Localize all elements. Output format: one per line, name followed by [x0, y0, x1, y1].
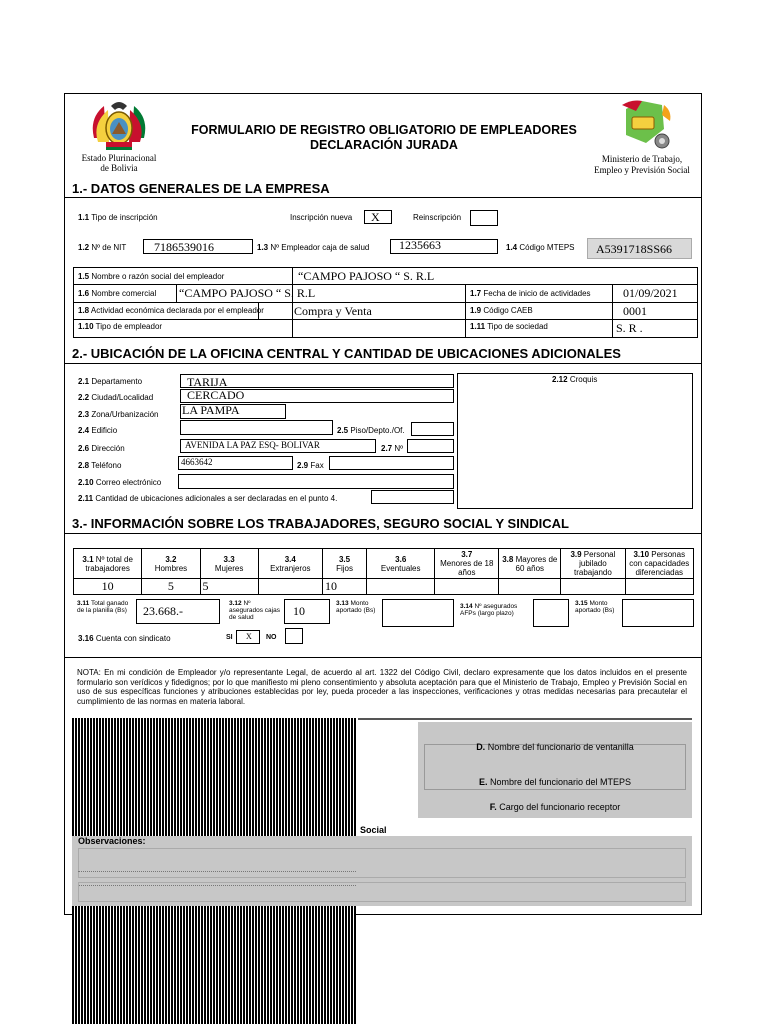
col-3-2-header: 3.2 Hombres: [142, 549, 200, 579]
nombre-comercial-value[interactable]: “CAMPO PAJOSO “ S. R.L: [179, 286, 316, 300]
workers-table-header-row: [74, 549, 694, 579]
nit-value: 7186539016: [154, 240, 214, 254]
reinscripcion-label: Reinscripción: [413, 213, 462, 222]
grid-vline: [176, 284, 177, 302]
divider: [64, 657, 702, 658]
field-2-1-label: 2.1 Departamento: [78, 377, 143, 386]
section-2-title: 2.- UBICACIÓN DE LA OFICINA CENTRAL Y CANTIDAD DE UBICACIONES ADICIONALES: [72, 346, 621, 361]
ciudad-field[interactable]: [180, 389, 454, 403]
field-1-5-label: 1.5 Nombre o razón social del empleador: [78, 272, 225, 281]
observations-inner-box: [78, 882, 686, 902]
nit-field[interactable]: [143, 239, 253, 254]
col-3-6-header: 3.6 Eventuales: [367, 549, 435, 579]
field-1-11-label: 1.11 Tipo de sociedad: [470, 322, 548, 331]
mteps-field[interactable]: [587, 238, 692, 259]
col-3-10-header: 3.10 Personas con capacidades diferenciadas: [625, 549, 693, 579]
total-ganado-field[interactable]: [136, 599, 220, 624]
direccion-field[interactable]: [180, 439, 376, 453]
field-1-8-label: 1.8 Actividad económica declarada por el empleador: [78, 306, 264, 315]
asegurados-value: 10: [293, 604, 305, 618]
asegurados-afp-field[interactable]: [533, 599, 569, 627]
field-1-6-label: 1.6 Nombre comercial: [78, 289, 157, 298]
fax-field[interactable]: [329, 456, 454, 470]
field-1-7-label: 1.7 Fecha de inicio de actividades: [470, 289, 591, 298]
col-3-9-value[interactable]: [561, 579, 625, 595]
section-1-title: 1.- DATOS GENERALES DE LA EMPRESA: [72, 181, 330, 196]
col-3-4-value[interactable]: [258, 579, 322, 595]
field-2-10-label: 2.10 Correo electrónico: [78, 478, 162, 487]
sindicato-no-label: NO: [266, 634, 277, 641]
signature-divider: [358, 718, 692, 720]
field-2-2-label: 2.2 Ciudad/Localidad: [78, 393, 154, 402]
nueva-checkbox[interactable]: [364, 210, 392, 224]
left-logo-caption: [70, 153, 168, 173]
field-3-15-label: 3.15 Monto aportado (Bs): [575, 600, 615, 614]
official-name-label: D. Nombre del funcionario de ventanilla: [476, 742, 634, 752]
field-2-3-label: 2.3 Zona/Urbanización: [78, 410, 159, 419]
col-3-8-value[interactable]: [499, 579, 561, 595]
telefono-value: 4663642: [181, 457, 213, 467]
zona-value: LA PAMPA: [182, 403, 240, 417]
field-1-1-label: 1.1 Tipo de inscripción: [78, 213, 158, 222]
col-3-1-header: 3.1 Nº total de trabajadores: [74, 549, 142, 579]
zona-field[interactable]: [180, 404, 286, 419]
caja-salud-field[interactable]: [390, 239, 498, 254]
departamento-value: TARIJA: [187, 375, 228, 389]
col-3-9-header: 3.9 Personal jubilado trabajando: [561, 549, 625, 579]
grid-vline: [292, 267, 293, 338]
divider: [64, 533, 702, 534]
grid-vline: [612, 284, 613, 338]
sociedad-value[interactable]: S. R .: [616, 321, 643, 335]
razon-social-value[interactable]: “CAMPO PAJOSO “ S. R.L: [298, 269, 435, 283]
section-3-title: 3.- INFORMACIÓN SOBRE LOS TRABAJADORES, SEGURO SOCIAL Y SINDICAL: [72, 516, 569, 531]
left-logo-line-2: de Bolivia: [100, 163, 138, 173]
field-1-4-label: 1.4 Código MTEPS: [506, 243, 575, 252]
monto-aportado-field[interactable]: [382, 599, 454, 627]
field-3-13-label: 3.13 Monto aportado (Bs): [336, 600, 376, 614]
field-2-5-label: 2.5 Piso/Depto./Of.: [337, 426, 405, 435]
left-logo-line-1: Estado Plurinacional: [81, 153, 157, 163]
form-title: [160, 123, 608, 153]
col-3-3-value[interactable]: 5: [200, 579, 258, 595]
col-3-10-value[interactable]: [625, 579, 693, 595]
nueva-checkbox-mark: X: [371, 210, 380, 224]
caja-salud-value: 1235663: [399, 238, 441, 252]
sindicato-si-checkbox[interactable]: [236, 630, 260, 644]
col-3-5-value[interactable]: 10: [322, 579, 366, 595]
numero-field[interactable]: [407, 439, 454, 453]
reinscripcion-checkbox[interactable]: [470, 210, 498, 226]
col-3-3-header: 3.3 Mujeres: [200, 549, 258, 579]
col-3-4-header: 3.4 Extranjeros: [258, 549, 322, 579]
field-2-12-label: 2.12 Croquis: [552, 375, 598, 384]
croquis-box[interactable]: [457, 373, 693, 509]
total-ganado-value: 23.668.-: [143, 604, 183, 618]
field-1-2-label: 1.2 Nº de NIT: [78, 243, 127, 252]
field-1-9-label: 1.9 Código CAEB: [470, 306, 533, 315]
right-logo-caption: [584, 154, 700, 176]
mteps-value: A5391718SS66: [596, 242, 673, 256]
social-label: Social: [360, 825, 387, 835]
redacted-block: [72, 906, 356, 1024]
col-3-7-header: 3.7 Menores de 18 años: [435, 549, 499, 579]
col-3-6-value[interactable]: [367, 579, 435, 595]
divider: [73, 302, 698, 303]
receiver-role-label: F. Cargo del funcionario receptor: [489, 802, 621, 812]
field-3-16-label: 3.16 Cuenta con sindicato: [78, 634, 171, 643]
sindicato-no-checkbox[interactable]: [285, 628, 303, 644]
col-3-7-value[interactable]: [435, 579, 499, 595]
piso-field[interactable]: [411, 422, 454, 436]
sindicato-si-label: SI: [226, 634, 233, 641]
asegurados-field[interactable]: [284, 599, 330, 624]
divider: [64, 363, 702, 364]
form-title-line-2: DECLARACIÓN JURADA: [310, 138, 458, 152]
field-2-6-label: 2.6 Dirección: [78, 444, 125, 453]
edificio-field[interactable]: [180, 420, 333, 435]
observations-line: [78, 870, 356, 872]
divider: [64, 197, 702, 198]
right-logo-line-2: Empleo y Previsión Social: [594, 165, 690, 175]
telefono-field[interactable]: [178, 456, 293, 470]
observations-label: Observaciones:: [78, 836, 146, 846]
field-2-4-label: 2.4 Edificio: [78, 426, 118, 435]
sindicato-si-mark: X: [246, 632, 252, 641]
divider: [73, 284, 698, 285]
field-3-12-label: 3.12 Nº asegurados cajas de salud: [229, 600, 280, 621]
bolivia-coat-of-arms-icon: [84, 98, 154, 153]
col-3-1-value[interactable]: 10: [74, 579, 142, 595]
fecha-inicio-value[interactable]: 01/09/2021: [623, 286, 678, 300]
workers-table-value-row: [74, 579, 694, 595]
actividad-value[interactable]: Compra y Venta: [294, 304, 372, 318]
field-1-3-label: 1.3 Nº Empleador caja de salud: [257, 243, 370, 252]
redacted-block: [72, 718, 356, 822]
divider: [73, 319, 698, 320]
nueva-label: Inscripción nueva: [290, 213, 353, 222]
field-3-11-label: 3.11 Total ganado de la planilla (Bs): [77, 600, 129, 614]
grid-vline: [465, 284, 466, 338]
ministry-logo-icon: [612, 99, 676, 154]
right-logo-line-1: Ministerio de Trabajo,: [601, 154, 683, 164]
caeb-value[interactable]: 0001: [623, 304, 647, 318]
direccion-value: AVENIDA LA PAZ ESQ- BOLIVAR: [185, 440, 320, 450]
correo-field[interactable]: [178, 474, 454, 489]
departamento-field[interactable]: [180, 374, 454, 388]
form-title-line-1: FORMULARIO DE REGISTRO OBLIGATORIO DE EMPLEADORES: [191, 123, 577, 137]
col-3-8-header: 3.8 Mayores de 60 años: [499, 549, 561, 579]
field-2-8-label: 2.8 Teléfono: [78, 461, 122, 470]
field-3-14-label: 3.14 Nº asegurados AFPs (largo plazo): [460, 603, 518, 617]
ciudad-value: CERCADO: [187, 388, 245, 402]
ubicaciones-field[interactable]: [371, 490, 454, 504]
observations-inner-box: [78, 848, 686, 878]
field-2-11-label: 2.11 Cantidad de ubicaciones adicionales a ser declaradas en el punto 4.: [78, 494, 338, 503]
field-1-10-label: 1.10 Tipo de empleador: [78, 322, 163, 331]
col-3-2-value[interactable]: 5: [142, 579, 200, 595]
col-3-5-header: 3.5 Fijos: [322, 549, 366, 579]
legal-note: NOTA: En mi condición de Empleador y/o representante Legal, de acuerdo al art. 1322 del Código Civil, declaro expresamente que los datos incluidos en el presente formulario son verídicos y fidedignos; por lo que manifiesto mi pleno consentimiento y absoluta aceptación para que el Ministerio de Trabajo, Empleo y Previsión Social en uso de sus específicas funciones y atribuciones establecidas por ley, pueda proceder a las inspecciones, verificaciones y otras medidas necesarias para precautelar el cumplimiento de las normas en materia laboral.: [77, 668, 687, 706]
workers-table: [73, 548, 694, 595]
field-2-7-label: 2.7 Nº: [381, 444, 404, 453]
mteps-official-label: E. Nombre del funcionario del MTEPS: [478, 777, 632, 787]
monto-afp-field[interactable]: [622, 599, 694, 627]
field-2-9-label: 2.9 Fax: [297, 461, 324, 470]
